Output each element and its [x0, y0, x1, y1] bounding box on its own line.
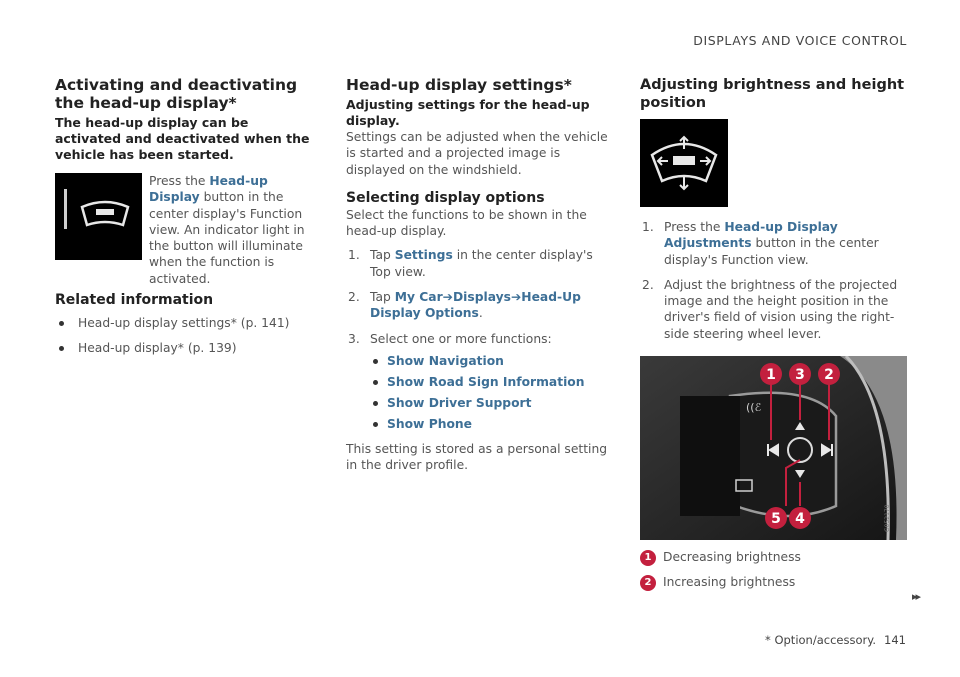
function-list [370, 353, 608, 432]
legend-item: 2 Increasing brightness [640, 574, 910, 590]
related-info-title: Related information [55, 292, 214, 308]
lead-activating: The head-up display can be activated and deactivated when the vehicle has been started. [55, 115, 310, 162]
hud-icon [55, 173, 142, 260]
function-item: Show Phone [370, 416, 608, 432]
callout-2: 2 [824, 367, 834, 384]
options-intro: Select the functions to be shown in the head-up display. [346, 207, 587, 239]
hud-button-image [55, 173, 142, 260]
related-list [55, 315, 317, 356]
function-item: Show Driver Support [370, 395, 608, 411]
press-block [55, 173, 317, 286]
brightness-steps [640, 219, 910, 342]
settings-intro: Settings can be adjusted when the vehicle is started and a projected image is displayed on the windshield. [346, 130, 608, 177]
steering-wheel-lever-illustration [640, 356, 907, 540]
arrow-right-icon: ➔ [442, 290, 453, 305]
running-header: DISPLAYS AND VOICE CONTROL [693, 33, 907, 48]
section-title-brightness: Adjusting brightness and height position [640, 77, 905, 111]
column-activating [55, 76, 317, 365]
related-link[interactable]: Head-up display settings* (p. 141) [55, 315, 317, 331]
step-1: 1. Tap Settings in the center display's Top view. [348, 248, 593, 279]
function-item: Show Road Sign Information [370, 374, 608, 390]
arrow-right-icon: ➔ [510, 290, 522, 305]
hud-adjust-icon [640, 119, 728, 207]
step-1: 1. Press the Head-up Display Adjustments button in the center display's Function view. [642, 220, 879, 267]
sub-title-options: Selecting display options [346, 189, 545, 206]
legend-item: 1 Decreasing brightness [640, 549, 910, 565]
section-title-activating: Activating and deactivating the head-up display* [55, 76, 298, 112]
section-title-settings: Head-up display settings* [346, 76, 572, 94]
step-3: 3. Select one or more functions: Show Navigation Show Road Sign Information Show Driver Support Show Phone [346, 331, 608, 432]
option-note: * Option/accessory. [765, 633, 877, 647]
callout-badge: 1 [640, 550, 656, 566]
column-brightness [640, 76, 910, 590]
photo-code: G052170 [884, 504, 891, 533]
hud-button-label: Head-up Display [149, 174, 268, 205]
callout-1: 1 [766, 367, 776, 384]
press-instruction: Press the Head-up Display button in the center display's Function view. An indicator light in the button will illuminate when the function is activated. [149, 174, 305, 286]
profile-note: This setting is stored as a personal setting in the driver profile. [346, 441, 608, 473]
column-settings [346, 76, 608, 474]
step-2: 2. Adjust the brightness of the projected image and the height position in the driver's field of vision using the right-side steering wheel lever. [642, 277, 898, 341]
callout-3: 3 [795, 367, 805, 384]
page-footer [765, 633, 906, 647]
function-item: Show Navigation [370, 353, 608, 369]
hud-adjust-image [640, 119, 728, 207]
svg-text:((ℰ: ((ℰ [746, 401, 762, 415]
next-page-icon[interactable]: ▸▸ [912, 590, 920, 603]
callout-4: 4 [795, 511, 805, 528]
callout-badge: 2 [640, 575, 656, 591]
lead-settings: Adjusting settings for the head-up display. [346, 97, 590, 128]
callout-5: 5 [771, 511, 781, 528]
related-link[interactable]: Head-up display* (p. 139) [55, 340, 317, 356]
page-number: 141 [884, 633, 906, 647]
steering-wheel-photo [640, 356, 907, 540]
step-2: 2. Tap My Car➔Displays➔Head-Up Display Options. [348, 290, 581, 321]
options-steps [346, 247, 608, 431]
